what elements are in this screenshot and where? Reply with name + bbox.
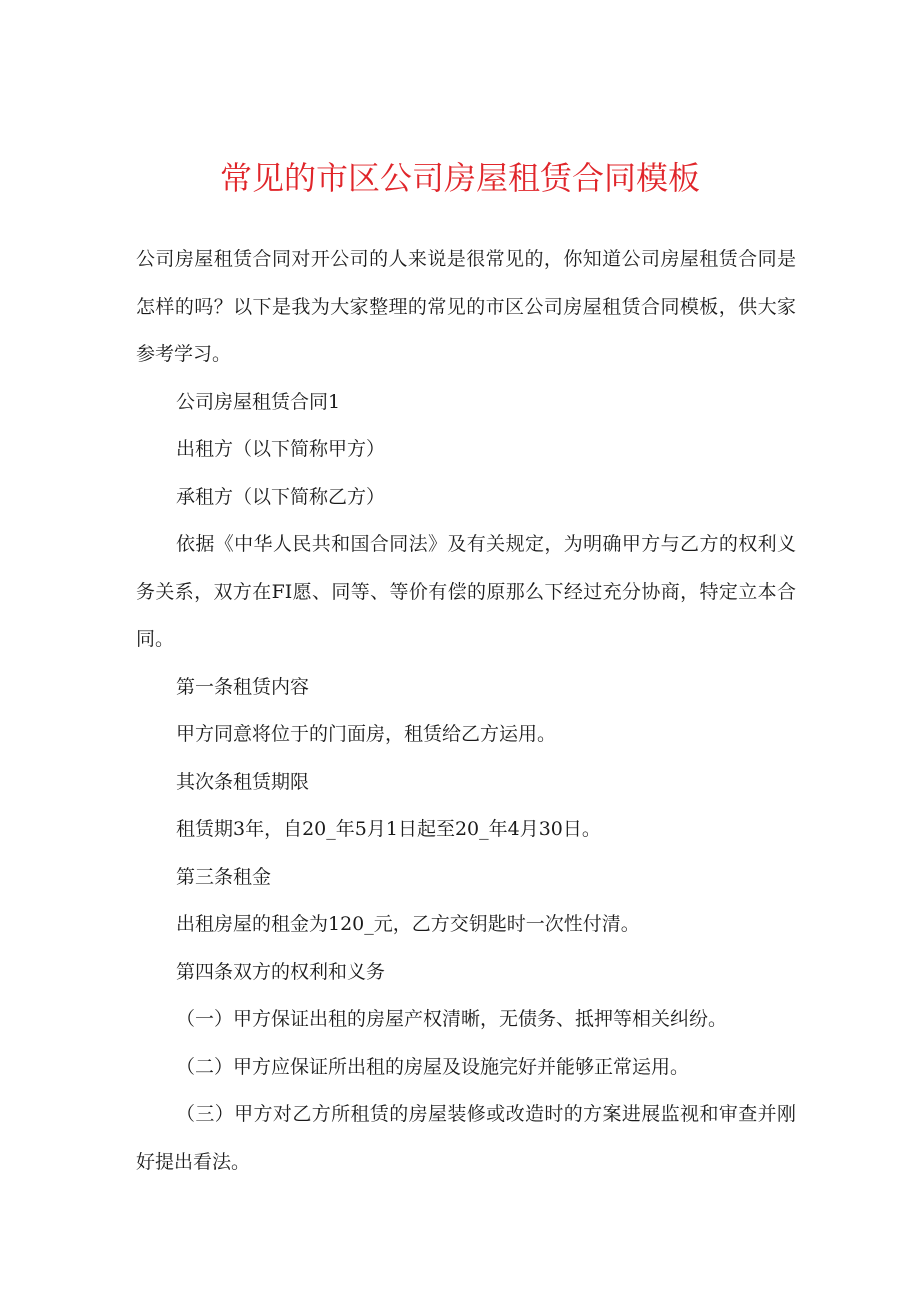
contract-heading: 公司房屋租赁合同1 [176, 390, 341, 413]
article-1-heading: 第一条租赁内容 [176, 675, 310, 698]
document-body [136, 236, 796, 1186]
lessor-line: 出租方（以下简称甲方） [176, 438, 386, 460]
basis-paragraph: 依据《中华人民共和国合同法》及有关规定，为明确甲方与乙方的权利义务关系，双方在FI愿、同等、等价有偿的原那么下经过充分协商，特定立本合同。 [136, 533, 796, 650]
article-4-item-3: （三）甲方对乙方所租赁的房屋装修或改造时的方案进展监视和审查并刚好提出看法。 [136, 1103, 796, 1173]
article-3-text: 出租房屋的租金为120_元，乙方交钥匙时一次性付清。 [176, 913, 640, 935]
article-4-item-1: （一）甲方保证出租的房屋产权清晰，无债务、抵押等相关纠纷。 [176, 1008, 728, 1030]
article-4-item-2: （二）甲方应保证所出租的房屋及设施完好并能够正常运用。 [176, 1055, 690, 1078]
article-4-heading: 第四条双方的权利和义务 [176, 960, 386, 983]
article-2-text: 租赁期3年，自20_年5月1日起至20_年4月30日。 [176, 818, 601, 840]
article-1-text: 甲方同意将位于的门面房，租赁给乙方运用。 [176, 723, 557, 745]
intro-paragraph: 公司房屋租赁合同对开公司的人来说是很常见的，你知道公司房屋租赁合同是怎样的吗？以下是我为大家整理的常见的市区公司房屋租赁合同模板，供大家参考学习。 [136, 248, 796, 365]
article-2-heading: 其次条租赁期限 [176, 770, 310, 793]
article-3-heading: 第三条租金 [176, 865, 272, 888]
document-title: 常见的市区公司房屋租赁合同模板 [219, 159, 700, 197]
lessee-line: 承租方（以下简称乙方） [176, 485, 386, 508]
